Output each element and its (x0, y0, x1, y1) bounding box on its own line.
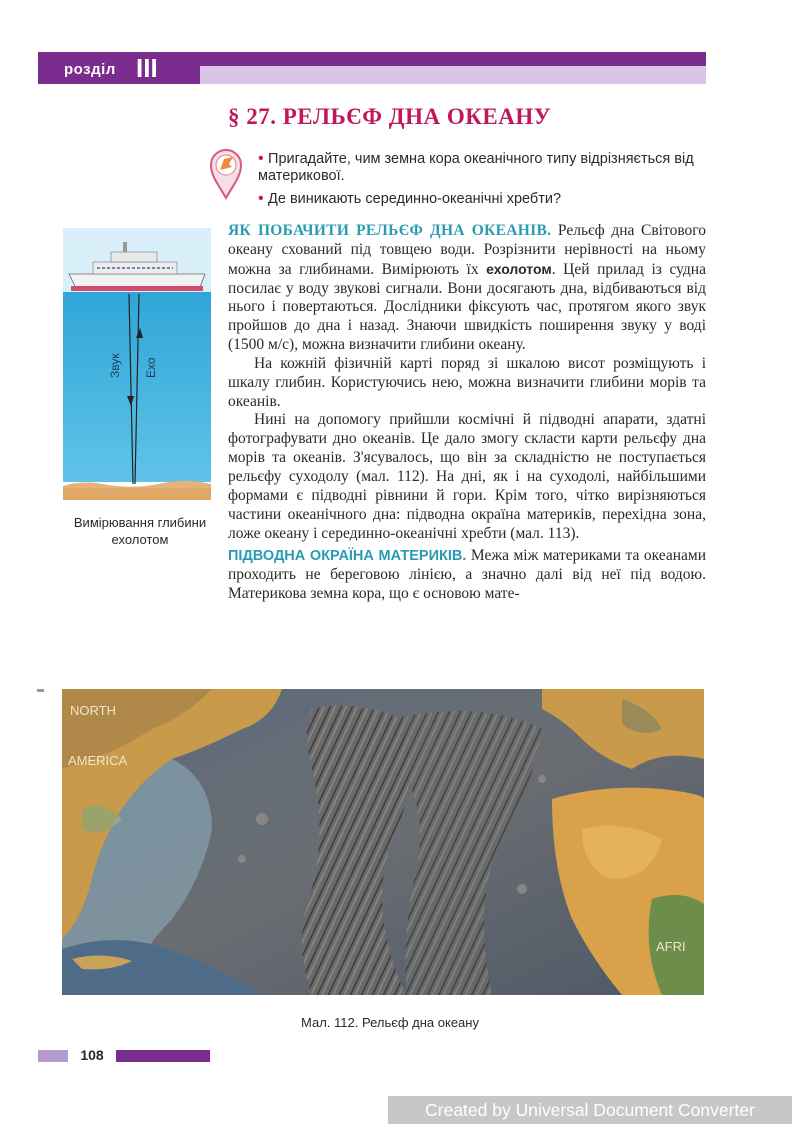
footer-band-light (38, 1050, 68, 1062)
bullet-icon: • (258, 190, 269, 207)
term-echo-sounder: ехолотом (486, 260, 552, 277)
section-header-band (38, 52, 706, 84)
map-pin-icon (208, 146, 244, 200)
paragraph: ЯК ПОБАЧИТИ РЕЛЬЄФ ДНА ОКЕАНІВ. Рельєф дна Світового океану схований під товщею води. Розрізнити нерівності на ньому можна за глибинами. Вимірюють їх ехолотом. Цей прилад із судна посилає у воду звукові сигнали. Вони досягають дна, відбиваються від нього і повертаються. Дослідники фіксують час, протягом якого звук пройшов до дна і назад. Знаючи швидкість поширення звуку у воді (1500 м/с), можна визначити глибини океану. (228, 222, 706, 354)
ocean-floor-relief-map (62, 689, 704, 995)
page-number: 108 (68, 1045, 116, 1065)
paragraph: На кожній фізичній карті поряд зі шкалою висот розміщують і шкалу глибин. Користуючись нею, можна визначити глибини морів та океанів. (228, 354, 706, 410)
section-label (38, 52, 200, 84)
echo-sounder-figure (63, 228, 211, 500)
recall-question (258, 150, 708, 185)
map-label-america: AMERICA (68, 753, 128, 768)
map-caption: Мал. 112. Рельєф дна океану (301, 1015, 479, 1030)
echo-label: Ехо (144, 357, 158, 378)
margin-mark (37, 689, 44, 692)
paragraph: ПІДВОДНА ОКРАЇНА МАТЕРИКІВ. Межа між материками та океанами проходить не береговою лінією, а значно далі від неї під водою. Материкова земна кора, що є основою мате- (228, 547, 707, 603)
main-text (228, 222, 706, 604)
recall-question (258, 190, 708, 208)
watermark: Created by Universal Document Converter (388, 1096, 792, 1124)
section-word: розділ (64, 61, 116, 78)
header-light-stripe (158, 66, 706, 84)
recall-text: Пригадайте, чим земна кора океанічного типу відрізняється від материкової. (258, 151, 694, 184)
figure-caption: Вимірювання глибини ехолотом (73, 515, 207, 547)
section-heading: ЯК ПОБАЧИТИ РЕЛЬЄФ ДНА ОКЕАНІВ. (228, 222, 552, 239)
page-title: § 27. РЕЛЬЄФ ДНА ОКЕАНУ (228, 104, 552, 129)
paragraph: Нині на допомогу прийшли космічні й підводні апарати, здатні фотографувати дно океанів. Це дало змогу скласти карти рельєфу дна морів та океанів. З'ясувалось, що він за складністю не поступається рельєфу суходолу (мал. 112). На дні, як і на суходолі, найбільшими формами є підводні рівнини й гори. Крім того, чітко вирізняються частини океанічного дна: підводна окраїна материків, перехідна зона, ложе океану і серединно-океанічні хребти (мал. 113). (228, 411, 706, 542)
recall-text: Де виникають серединно-океанічні хребти? (268, 191, 562, 207)
map-label-north: NORTH (70, 703, 116, 718)
map-label-africa: AFRI (656, 939, 686, 954)
section-heading: ПІДВОДНА ОКРАЇНА МАТЕРИКІВ. (228, 548, 467, 565)
bullet-icon: • (258, 150, 269, 167)
section-number: III (136, 53, 158, 83)
sound-label: Звук (108, 353, 122, 378)
